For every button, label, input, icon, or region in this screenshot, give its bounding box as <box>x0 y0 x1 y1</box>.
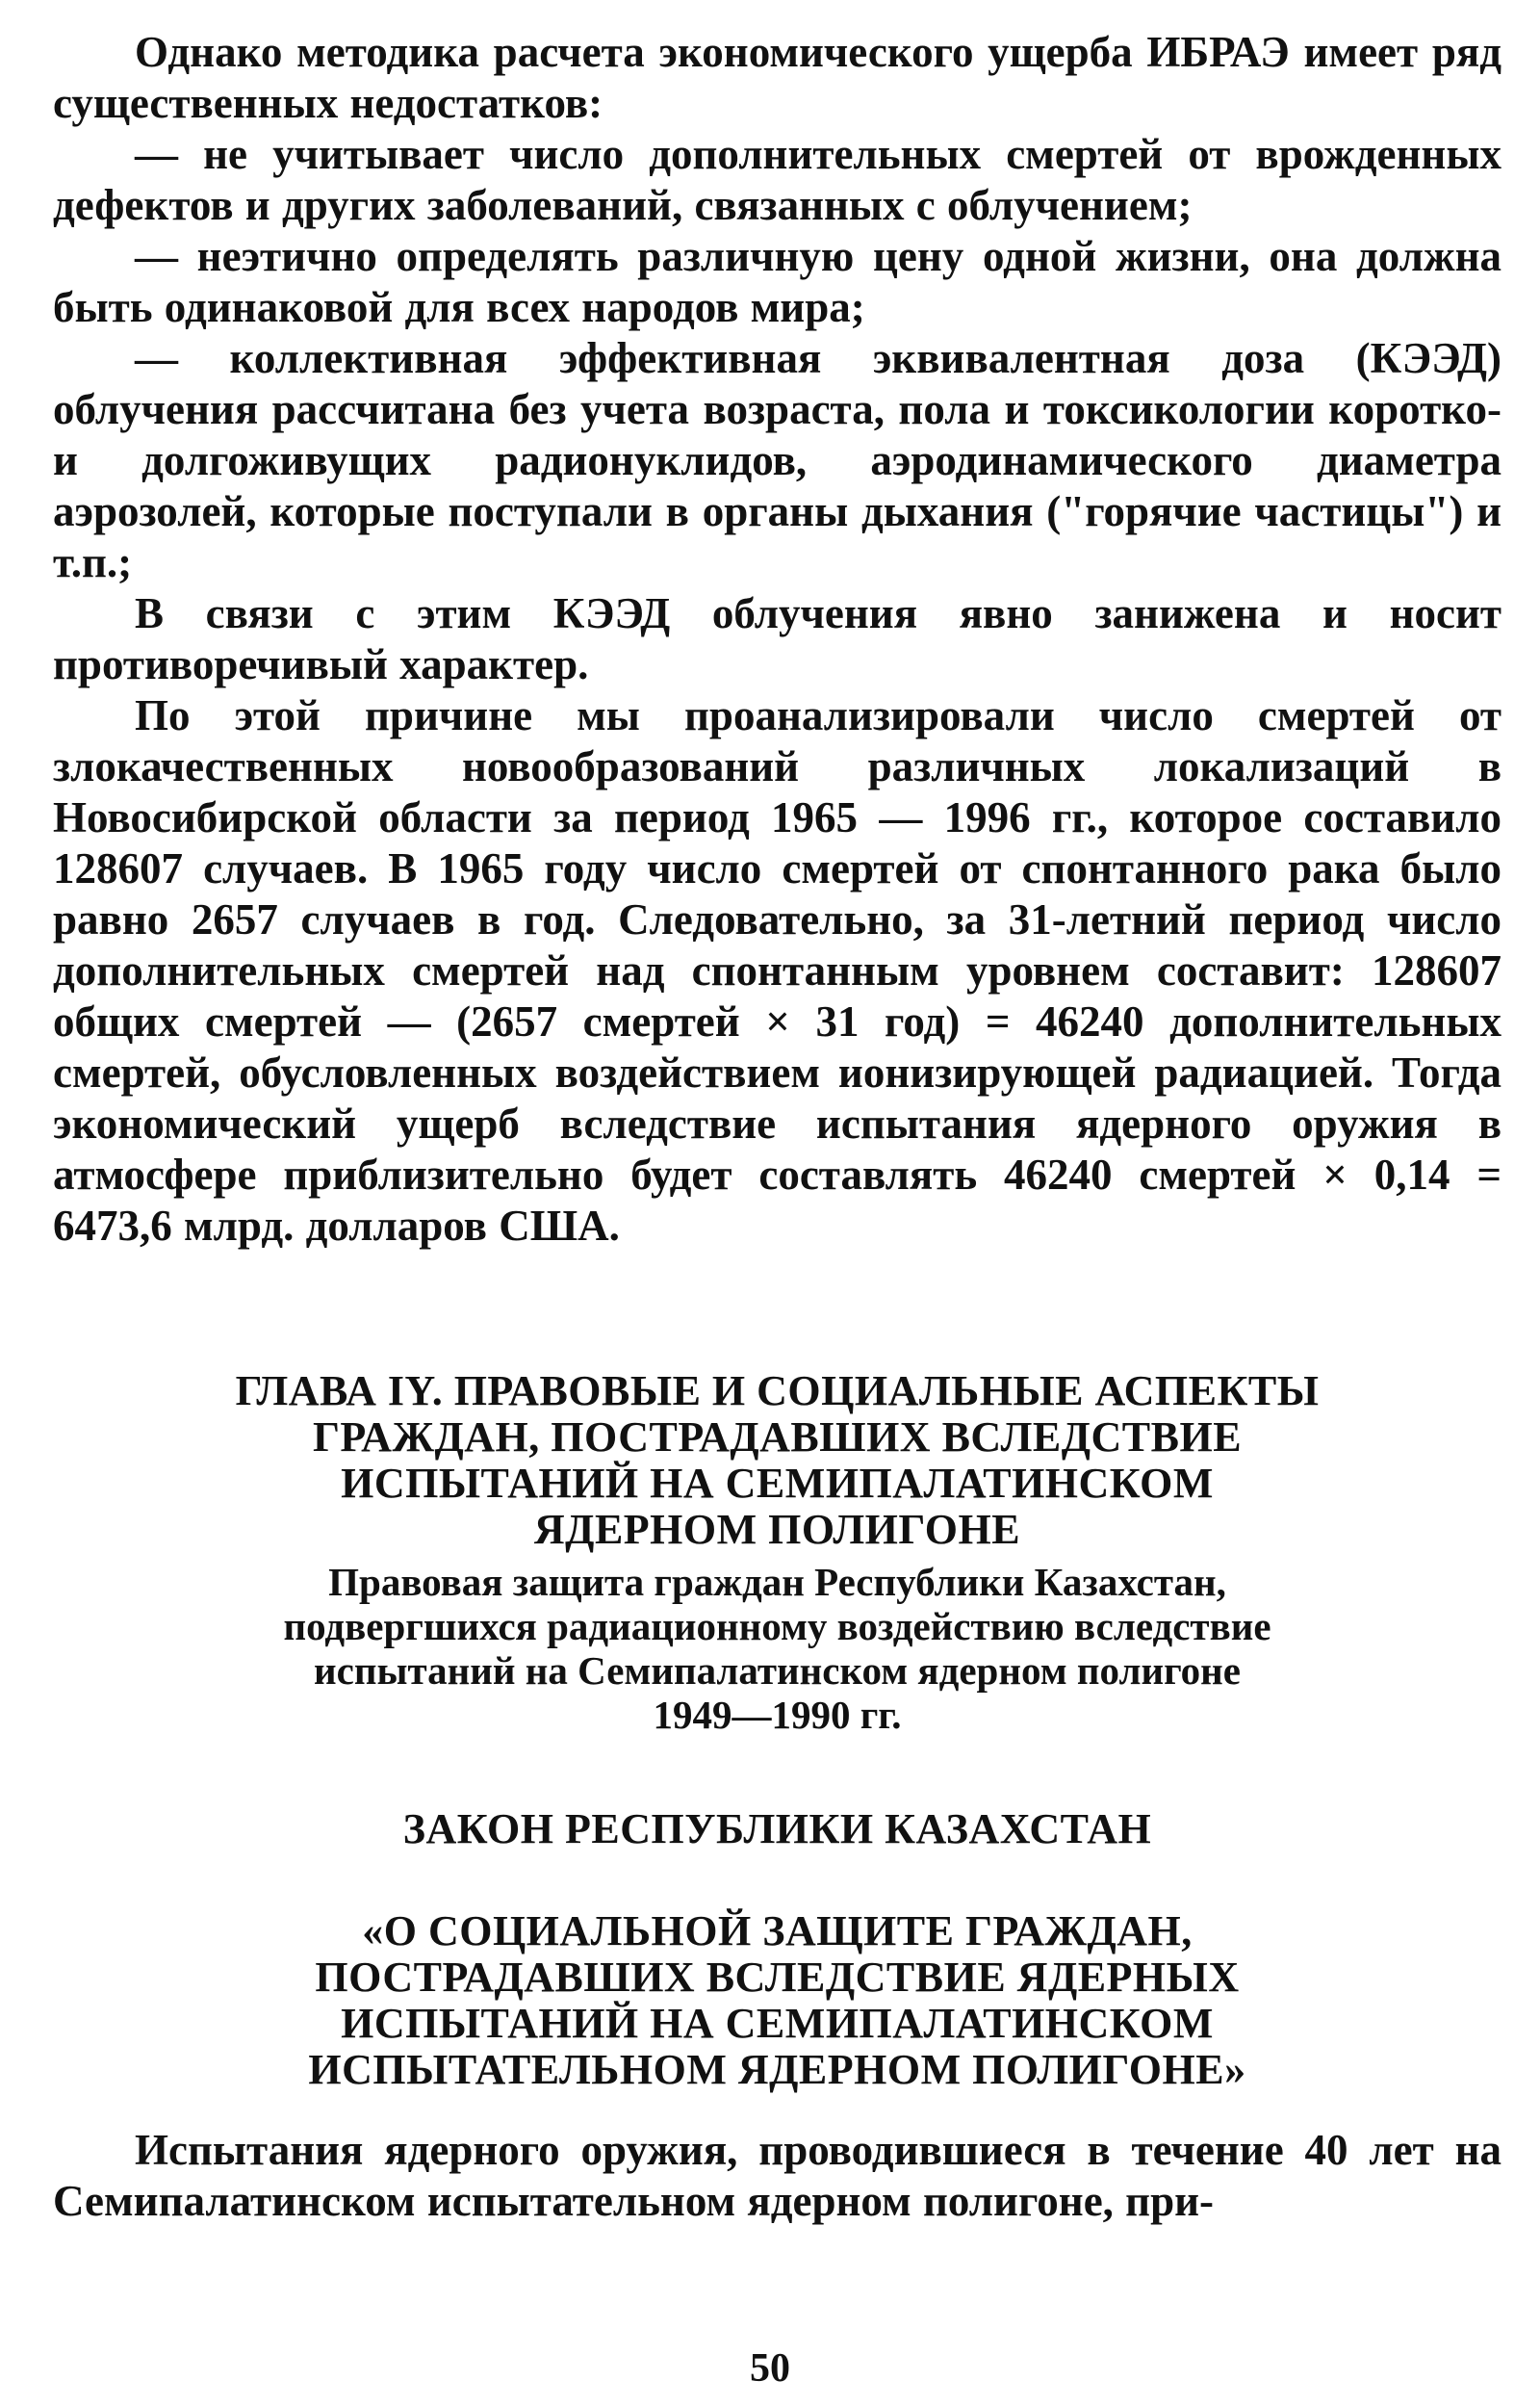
law-paragraph: Испытания ядерного оружия, проводившиеся в течение 40 лет на Семипалатинском испытательном ядерном полигоне, при- <box>53 2126 1502 2225</box>
section-subtitle-line-2: подвергшихся радиационному воздействию вследствие <box>283 1604 1271 1648</box>
document-page <box>53 27 1502 2227</box>
chapter-heading <box>53 1368 1502 1553</box>
law-title <box>53 1908 1502 2093</box>
paragraph-shortcoming-1: — не учитывает число дополнительных смертей от врожденных дефектов и других заболеваний, связанных с облучением; <box>53 130 1502 229</box>
law-heading: ЗАКОН РЕСПУБЛИКИ КАЗАХСТАН <box>402 1805 1152 1852</box>
section-subtitle-line-4: 1949—1990 гг. <box>653 1693 902 1737</box>
chapter-heading-line-1: ГЛАВА IY. ПРАВОВЫЕ И СОЦИАЛЬНЫЕ АСПЕКТЫ <box>235 1367 1320 1414</box>
law-title-line-3: ИСПЫТАНИЙ НА СЕМИПАЛАТИНСКОМ <box>341 2000 1214 2047</box>
paragraph-methodology: Однако методика расчета экономического ущерба ИБРАЭ имеет ряд существенных недостатков: <box>53 28 1502 127</box>
section-subtitle-line-3: испытаний на Семипалатинском ядерном полигоне <box>314 1648 1241 1693</box>
law-title-line-4: ИСПЫТАТЕЛЬНОМ ЯДЕРНОМ ПОЛИГОНЕ» <box>308 2046 1246 2093</box>
paragraph-shortcoming-3: — коллективная эффективная эквивалентная доза (КЭЭД) облучения рассчитана без учета возраста, пола и токсикологии коротко- и долгоживущих радионуклидов, аэродинамического диаметра аэрозолей, которые поступали в органы дыхания ("горячие частицы") и т.п.; <box>53 334 1502 586</box>
law-title-line-2: ПОСТРАДАВШИХ ВСЛЕДСТВИЕ ЯДЕРНЫХ <box>315 1954 1240 2001</box>
law-title-line-1: «О СОЦИАЛЬНОЙ ЗАЩИТЕ ГРАЖДАН, <box>362 1907 1193 1954</box>
paragraph-analysis: По этой причине мы проанализировали число смертей от злокачественных новообразований различных локализаций в Новосибирской области за период 1965 — 1996 гг., которое составило 128607 случаев. В 1965 году число смертей от спонтанного рака было равно 2657 случаев в год. Следовательно, за 31-летний период число дополнительных смертей над спонтанным уровнем составит: 128607 общих смертей — (2657 смертей × 31 год) = 46240 дополнительных смертей, обусловленных воздействием ионизирующей радиацией. Тогда экономический ущерб вследствие испытания ядерного оружия в атмосфере приблизительно будет составлять 46240 смертей × 0,14 = 6473,6 млрд. долларов США. <box>53 691 1502 1250</box>
paragraph-shortcoming-2: — неэтично определять различную цену одной жизни, она должна быть одинаковой для всех народов мира; <box>53 232 1502 331</box>
section-subtitle-line-1: Правовая защита граждан Республики Казахстан, <box>328 1560 1226 1604</box>
chapter-heading-line-2: ГРАЖДАН, ПОСТРАДАВШИХ ВСЛЕДСТВИЕ <box>312 1413 1243 1461</box>
page-number: 50 <box>750 2346 790 2391</box>
paragraph-conclusion: В связи с этим КЭЭД облучения явно занижена и носит противоречивый характер. <box>53 589 1502 688</box>
chapter-heading-line-4: ЯДЕРНОМ ПОЛИГОНЕ <box>533 1506 1021 1553</box>
chapter-heading-line-3: ИСПЫТАНИЙ НА СЕМИПАЛАТИНСКОМ <box>341 1460 1214 1507</box>
section-subtitle <box>53 1560 1502 1737</box>
